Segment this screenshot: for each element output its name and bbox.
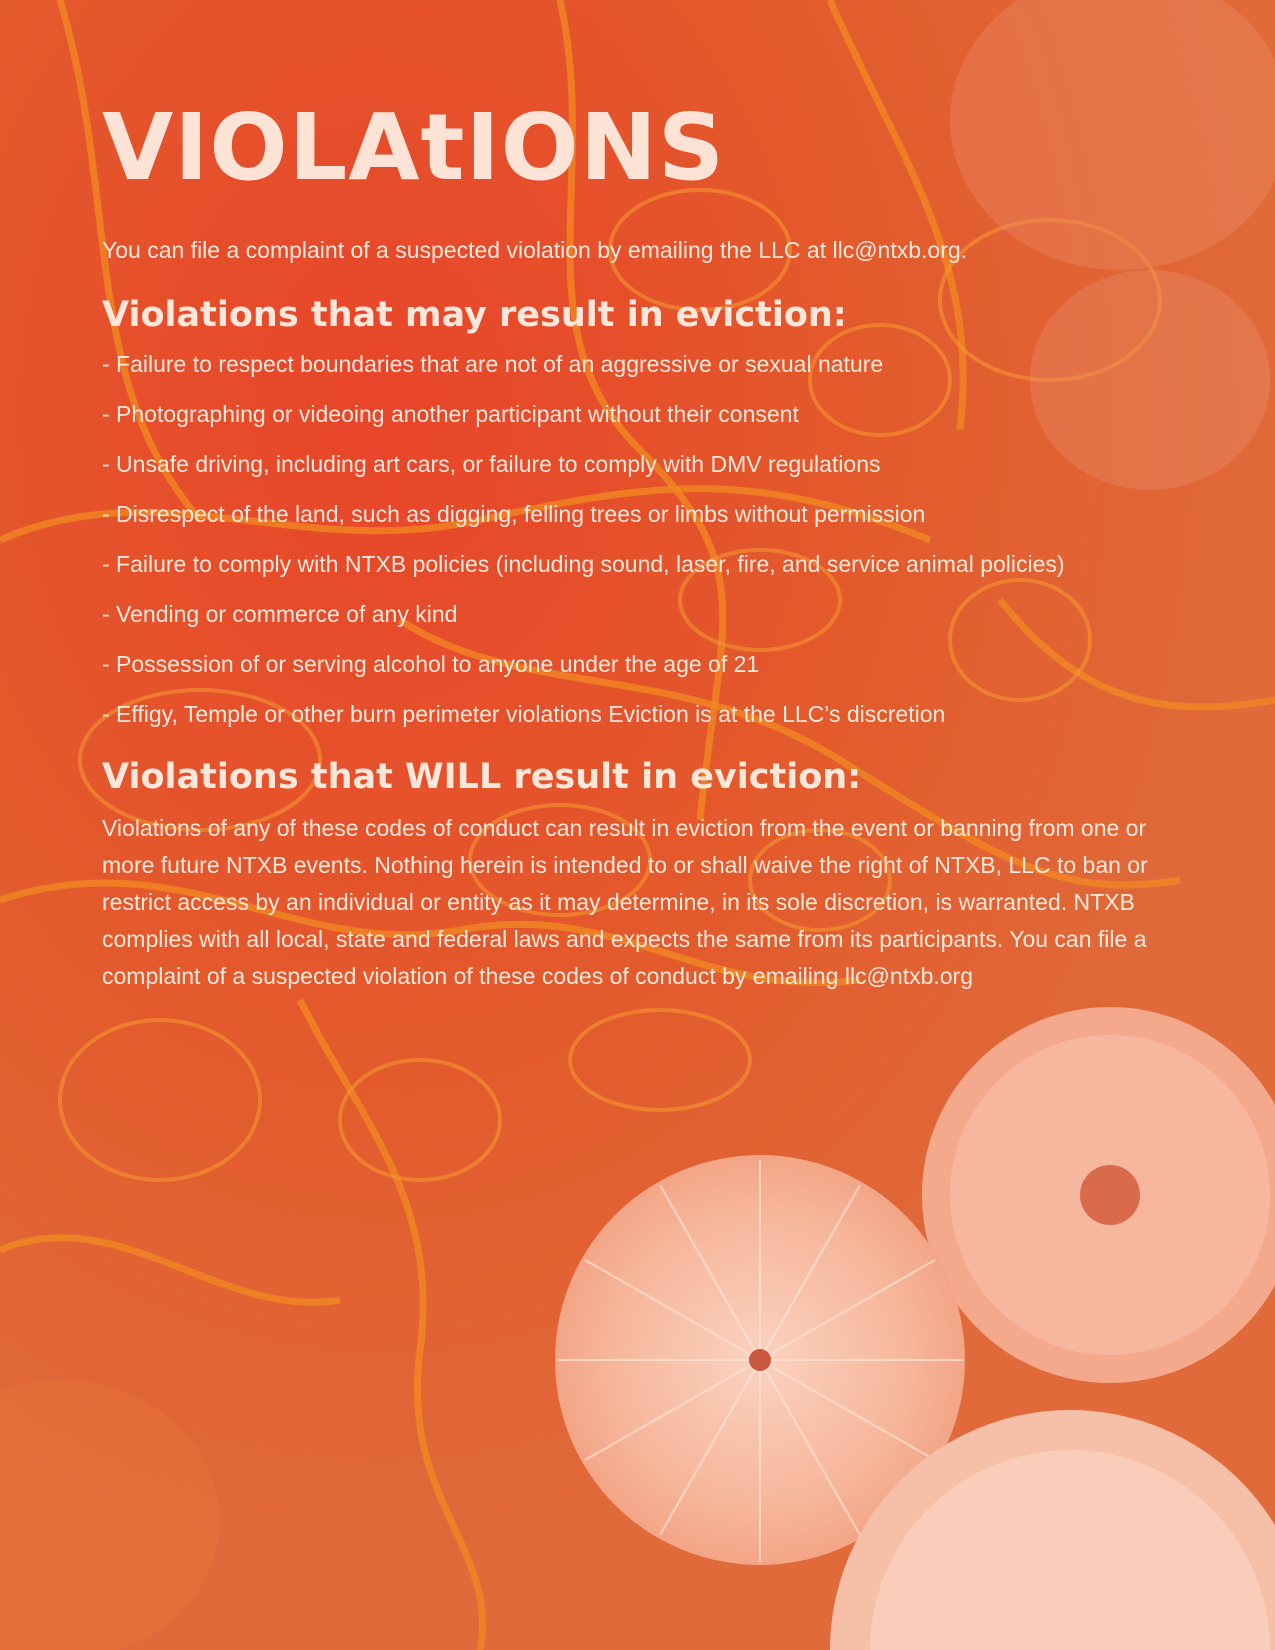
violations-list xyxy=(102,348,1182,730)
eviction-policy-paragraph: Violations of any of these codes of conduct can result in eviction from the event or banning from one or more future NTXB events. Nothing herein is intended to or shall waive the right of NTXB, LLC to ban or restrict access by an individual or entity as it may determine, in its sole discretion, is warranted. NTXB complies with all local, state and federal laws and expects the same from its participants. You can file a complaint of a suspected violation of these codes of conduct by emailing llc@ntxb.org xyxy=(102,815,1148,989)
list-item: - Unsafe driving, including art cars, or failure to comply with DMV regulations xyxy=(102,451,881,477)
section-heading-will-evict: Violations that WILL result in eviction: xyxy=(102,757,862,797)
list-item: - Failure to comply with NTXB policies (including sound, laser, fire, and service animal policies) xyxy=(102,551,1065,577)
document-content xyxy=(102,94,1182,995)
list-item: - Disrespect of the land, such as digging, felling trees or limbs without permission xyxy=(102,501,926,527)
list-item: - Photographing or videoing another participant without their consent xyxy=(102,401,799,427)
list-item: - Effigy, Temple or other burn perimeter violations Eviction is at the LLC’s discretion xyxy=(102,701,946,727)
list-item: - Possession of or serving alcohol to anyone under the age of 21 xyxy=(102,651,760,677)
intro-text: You can file a complaint of a suspected violation by emailing the LLC at llc@ntxb.org. xyxy=(102,237,968,263)
list-item: - Failure to respect boundaries that are not of an aggressive or sexual nature xyxy=(102,351,884,377)
page-title: VIOLAtIONS xyxy=(102,94,726,201)
section-heading-may-evict: Violations that may result in eviction: xyxy=(102,295,847,335)
list-item: - Vending or commerce of any kind xyxy=(102,601,458,627)
